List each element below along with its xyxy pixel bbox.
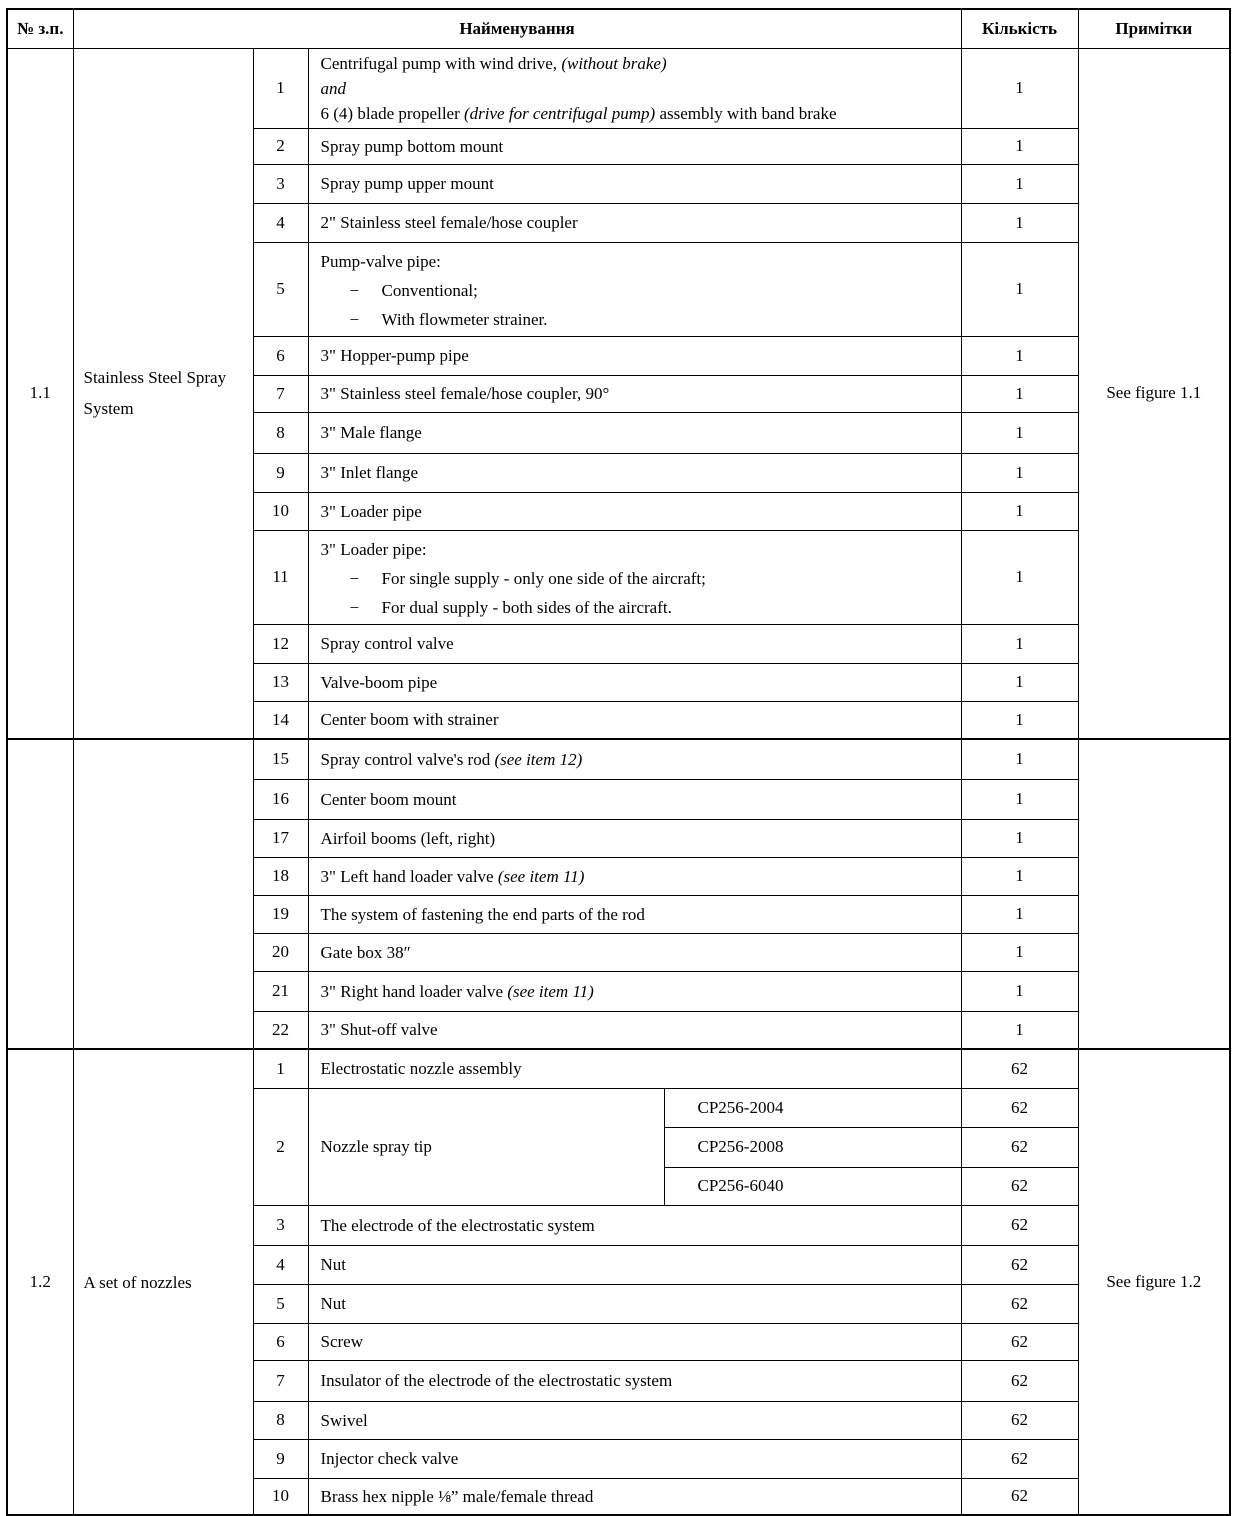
plain-text: With flowmeter strainer. bbox=[381, 309, 548, 329]
plain-text: 3" Inlet flange bbox=[320, 463, 419, 482]
quantity-cell: 1 bbox=[961, 663, 1078, 701]
plain-text: Electrostatic nozzle assembly bbox=[320, 1059, 522, 1079]
text-line bbox=[321, 51, 953, 76]
quantity-cell: 1 bbox=[961, 492, 1078, 530]
quantity-cell: 1 bbox=[961, 1011, 1078, 1049]
quantity-cell: 1 bbox=[961, 336, 1078, 375]
section-name-cell bbox=[73, 739, 253, 1049]
quantity-cell: 1 bbox=[961, 412, 1078, 453]
item-number-cell: 15 bbox=[253, 739, 308, 779]
text-line bbox=[321, 1134, 656, 1159]
plain-text: 2" Stainless steel female/hose coupler bbox=[320, 213, 578, 232]
item-number-cell: 13 bbox=[253, 663, 308, 701]
plain-text: 3" Stainless steel female/hose coupler, 90° bbox=[320, 384, 610, 403]
italic-text: (without brake) bbox=[561, 53, 667, 73]
quantity-cell: 62 bbox=[961, 1360, 1078, 1401]
text-line bbox=[321, 535, 953, 564]
quantity-cell: 62 bbox=[961, 1245, 1078, 1284]
item-name-cell bbox=[308, 933, 961, 971]
item-number-cell: 21 bbox=[253, 971, 308, 1011]
item-name-cell bbox=[308, 492, 961, 530]
item-name-cell bbox=[308, 242, 961, 336]
item-number-cell: 16 bbox=[253, 779, 308, 819]
quantity-cell: 62 bbox=[961, 1127, 1078, 1167]
quantity-cell: 62 bbox=[961, 1478, 1078, 1515]
plain-text: Pump-valve pipe: bbox=[320, 251, 441, 271]
header-number-column: № з.п. bbox=[7, 9, 73, 48]
item-number-cell: 17 bbox=[253, 819, 308, 857]
item-number-cell: 22 bbox=[253, 1011, 308, 1049]
plain-text: 3" Right hand loader valve bbox=[320, 981, 508, 1001]
item-number-cell: 1 bbox=[253, 1049, 308, 1088]
item-number-cell: 11 bbox=[253, 530, 308, 624]
nozzle-tip-code-cell: CP256-2004 bbox=[664, 1088, 961, 1127]
bullet-dash: − bbox=[349, 309, 360, 329]
text-line bbox=[321, 826, 953, 851]
item-name-cell bbox=[308, 857, 961, 895]
plain-text: Centrifugal pump with wind drive, bbox=[320, 53, 562, 73]
table-header-row bbox=[7, 9, 1230, 48]
text-line bbox=[321, 747, 953, 772]
item-number-cell: 19 bbox=[253, 895, 308, 933]
item-number-cell: 6 bbox=[253, 336, 308, 375]
plain-text: Screw bbox=[320, 1332, 363, 1351]
text-line bbox=[321, 940, 953, 965]
section-name-cell: Stainless Steel Spray System bbox=[73, 48, 253, 739]
item-name-cell bbox=[308, 819, 961, 857]
text-line bbox=[321, 247, 953, 276]
plain-text: The electrode of the electrostatic system bbox=[320, 1215, 595, 1235]
italic-text: (see item 12) bbox=[494, 749, 583, 769]
item-name-cell bbox=[308, 1323, 961, 1360]
item-name-cell bbox=[308, 701, 961, 739]
quantity-cell: 1 bbox=[961, 739, 1078, 779]
text-line bbox=[321, 787, 953, 812]
italic-text: and bbox=[320, 78, 346, 98]
quantity-cell: 62 bbox=[961, 1167, 1078, 1205]
quantity-cell: 1 bbox=[961, 242, 1078, 336]
item-number-cell: 1 bbox=[253, 48, 308, 128]
item-number-cell: 2 bbox=[253, 128, 308, 164]
item-name-cell bbox=[308, 375, 961, 412]
text-line bbox=[321, 1213, 953, 1238]
text-line bbox=[321, 631, 953, 656]
plain-text: For dual supply - both sides of the aircraft. bbox=[381, 597, 672, 617]
plain-text: Center boom mount bbox=[320, 789, 457, 809]
plain-text: 6 (4) blade propeller bbox=[320, 103, 464, 123]
quantity-cell: 62 bbox=[961, 1088, 1078, 1127]
item-name-cell bbox=[308, 1360, 961, 1401]
plain-text: For single supply - only one side of the aircraft; bbox=[381, 568, 706, 588]
item-number-cell: 3 bbox=[253, 164, 308, 203]
item-name-cell bbox=[308, 164, 961, 203]
item-number-cell: 7 bbox=[253, 375, 308, 412]
section-number-cell: 1.2 bbox=[7, 1049, 73, 1515]
text-line bbox=[321, 210, 953, 235]
plain-text: Spray pump upper mount bbox=[320, 174, 494, 193]
notes-cell: See figure 1.2 bbox=[1078, 1049, 1230, 1515]
plain-text: 3" Male flange bbox=[320, 423, 422, 442]
item-number-cell: 18 bbox=[253, 857, 308, 895]
text-line bbox=[321, 902, 953, 927]
section-number-cell: 1.1 bbox=[7, 48, 73, 739]
item-name-cell bbox=[308, 739, 961, 779]
item-name-cell bbox=[308, 128, 961, 164]
item-number-cell: 7 bbox=[253, 1360, 308, 1401]
plain-text: Spray control valve bbox=[320, 634, 454, 653]
table-row bbox=[7, 739, 1230, 779]
item-name-cell bbox=[308, 1205, 961, 1245]
header-quantity-column: Кількість bbox=[961, 9, 1078, 48]
item-number-cell: 4 bbox=[253, 203, 308, 242]
plain-text: assembly with band brake bbox=[655, 103, 837, 123]
text-line bbox=[321, 1446, 953, 1471]
plain-text: Spray pump bottom mount bbox=[320, 136, 504, 156]
item-name-cell bbox=[308, 1245, 961, 1284]
item-name-cell bbox=[308, 453, 961, 492]
quantity-cell: 1 bbox=[961, 971, 1078, 1011]
item-name-cell bbox=[308, 1439, 961, 1478]
text-line bbox=[321, 1329, 953, 1354]
item-name-cell bbox=[308, 48, 961, 128]
text-line bbox=[321, 343, 953, 368]
plain-text: Insulator of the electrode of the electrostatic system bbox=[320, 1371, 673, 1390]
quantity-cell: 1 bbox=[961, 624, 1078, 663]
plain-text: 3" Shut-off valve bbox=[320, 1020, 438, 1040]
item-name-cell bbox=[308, 1049, 961, 1088]
item-name-cell bbox=[308, 895, 961, 933]
plain-text: 3" Hopper-pump pipe bbox=[320, 346, 469, 365]
plain-text: Swivel bbox=[320, 1410, 368, 1430]
item-number-cell: 6 bbox=[253, 1323, 308, 1360]
item-name-cell bbox=[308, 1478, 961, 1515]
header-name-column: Найменування bbox=[73, 9, 961, 48]
notes-cell: See figure 1.1 bbox=[1078, 48, 1230, 739]
quantity-cell: 1 bbox=[961, 203, 1078, 242]
plain-text: Spray control valve's rod bbox=[320, 749, 495, 769]
item-number-cell: 8 bbox=[253, 1401, 308, 1439]
plain-text: 3" Loader pipe bbox=[320, 501, 422, 521]
item-number-cell: 9 bbox=[253, 1439, 308, 1478]
quantity-cell: 1 bbox=[961, 857, 1078, 895]
item-number-cell: 10 bbox=[253, 1478, 308, 1515]
text-line bbox=[321, 707, 953, 732]
text-line bbox=[321, 1408, 953, 1433]
quantity-cell: 1 bbox=[961, 48, 1078, 128]
quantity-cell: 1 bbox=[961, 701, 1078, 739]
item-name-cell bbox=[308, 971, 961, 1011]
plain-text: 3" Left hand loader valve bbox=[320, 866, 498, 886]
italic-text: (see item 11) bbox=[497, 866, 585, 886]
text-line bbox=[321, 499, 953, 524]
item-name-cell bbox=[308, 530, 961, 624]
item-name-cell bbox=[308, 1284, 961, 1323]
text-line bbox=[321, 979, 953, 1004]
quantity-cell: 62 bbox=[961, 1439, 1078, 1478]
item-number-cell: 3 bbox=[253, 1205, 308, 1245]
quantity-cell: 1 bbox=[961, 819, 1078, 857]
quantity-cell: 62 bbox=[961, 1049, 1078, 1088]
table-body bbox=[7, 48, 1230, 1515]
item-name-cell bbox=[308, 1011, 961, 1049]
parts-table bbox=[6, 8, 1231, 1516]
quantity-cell: 62 bbox=[961, 1205, 1078, 1245]
text-line bbox=[321, 460, 953, 485]
plain-text: 3" Loader pipe: bbox=[320, 539, 427, 559]
plain-text: Nut bbox=[320, 1294, 346, 1313]
item-number-cell: 10 bbox=[253, 492, 308, 530]
quantity-cell: 1 bbox=[961, 128, 1078, 164]
italic-text: (see item 11) bbox=[507, 981, 594, 1001]
item-name-cell bbox=[308, 336, 961, 375]
item-name-cell bbox=[308, 412, 961, 453]
quantity-cell: 62 bbox=[961, 1401, 1078, 1439]
item-number-cell: 2 bbox=[253, 1088, 308, 1205]
bullet-dash: − bbox=[349, 568, 360, 588]
text-line bbox=[321, 134, 953, 159]
quantity-cell: 1 bbox=[961, 453, 1078, 492]
item-name-cell bbox=[308, 1088, 664, 1205]
plain-text: Airfoil booms (left, right) bbox=[320, 828, 496, 848]
text-line bbox=[321, 1291, 953, 1316]
item-name-cell bbox=[308, 203, 961, 242]
item-number-cell: 4 bbox=[253, 1245, 308, 1284]
quantity-cell: 1 bbox=[961, 164, 1078, 203]
text-line bbox=[321, 381, 953, 406]
nozzle-tip-code-cell: CP256-6040 bbox=[664, 1167, 961, 1205]
plain-text: Nut bbox=[320, 1255, 346, 1274]
section-number-cell bbox=[7, 739, 73, 1049]
text-line bbox=[321, 1484, 953, 1509]
text-line bbox=[321, 1017, 953, 1042]
item-number-cell: 14 bbox=[253, 701, 308, 739]
nozzle-tip-code-cell: CP256-2008 bbox=[664, 1127, 961, 1167]
plain-text: Nozzle spray tip bbox=[320, 1137, 432, 1156]
item-number-cell: 9 bbox=[253, 453, 308, 492]
plain-text: Gate box 38″ bbox=[320, 942, 411, 962]
bullet-dash: − bbox=[349, 280, 360, 300]
bulleted-line bbox=[321, 305, 953, 334]
quantity-cell: 1 bbox=[961, 375, 1078, 412]
item-name-cell bbox=[308, 1401, 961, 1439]
quantity-cell: 1 bbox=[961, 895, 1078, 933]
bulleted-line bbox=[321, 276, 953, 305]
text-line bbox=[321, 864, 953, 889]
text-line bbox=[321, 1252, 953, 1277]
plain-text: The system of fastening the end parts of the rod bbox=[320, 904, 645, 924]
text-line bbox=[321, 76, 953, 101]
text-line bbox=[321, 1368, 953, 1393]
quantity-cell: 62 bbox=[961, 1284, 1078, 1323]
plain-text: Injector check valve bbox=[320, 1449, 459, 1468]
italic-text: (drive for centrifugal pump) bbox=[464, 103, 656, 123]
quantity-cell: 1 bbox=[961, 933, 1078, 971]
item-number-cell: 12 bbox=[253, 624, 308, 663]
text-line bbox=[321, 171, 953, 196]
plain-text: Center boom with strainer bbox=[320, 710, 499, 730]
plain-text: Conventional; bbox=[381, 280, 478, 300]
item-name-cell bbox=[308, 663, 961, 701]
header-notes-column: Примітки bbox=[1078, 9, 1230, 48]
text-line bbox=[321, 670, 953, 695]
table-row bbox=[7, 48, 1230, 128]
table-row bbox=[7, 1049, 1230, 1088]
text-line bbox=[321, 420, 953, 445]
item-number-cell: 8 bbox=[253, 412, 308, 453]
item-name-cell bbox=[308, 624, 961, 663]
quantity-cell: 1 bbox=[961, 530, 1078, 624]
quantity-cell: 62 bbox=[961, 1323, 1078, 1360]
bulleted-line bbox=[321, 593, 953, 622]
item-number-cell: 5 bbox=[253, 242, 308, 336]
bullet-dash: − bbox=[349, 597, 360, 617]
text-line bbox=[321, 101, 953, 126]
section-name-cell: A set of nozzles bbox=[73, 1049, 253, 1515]
notes-cell bbox=[1078, 739, 1230, 1049]
item-number-cell: 5 bbox=[253, 1284, 308, 1323]
bulleted-line bbox=[321, 564, 953, 593]
item-name-cell bbox=[308, 779, 961, 819]
plain-text: Brass hex nipple ⅛” male/female thread bbox=[320, 1486, 594, 1506]
text-line bbox=[321, 1056, 953, 1081]
plain-text: Valve-boom pipe bbox=[320, 672, 438, 692]
quantity-cell: 1 bbox=[961, 779, 1078, 819]
item-number-cell: 20 bbox=[253, 933, 308, 971]
